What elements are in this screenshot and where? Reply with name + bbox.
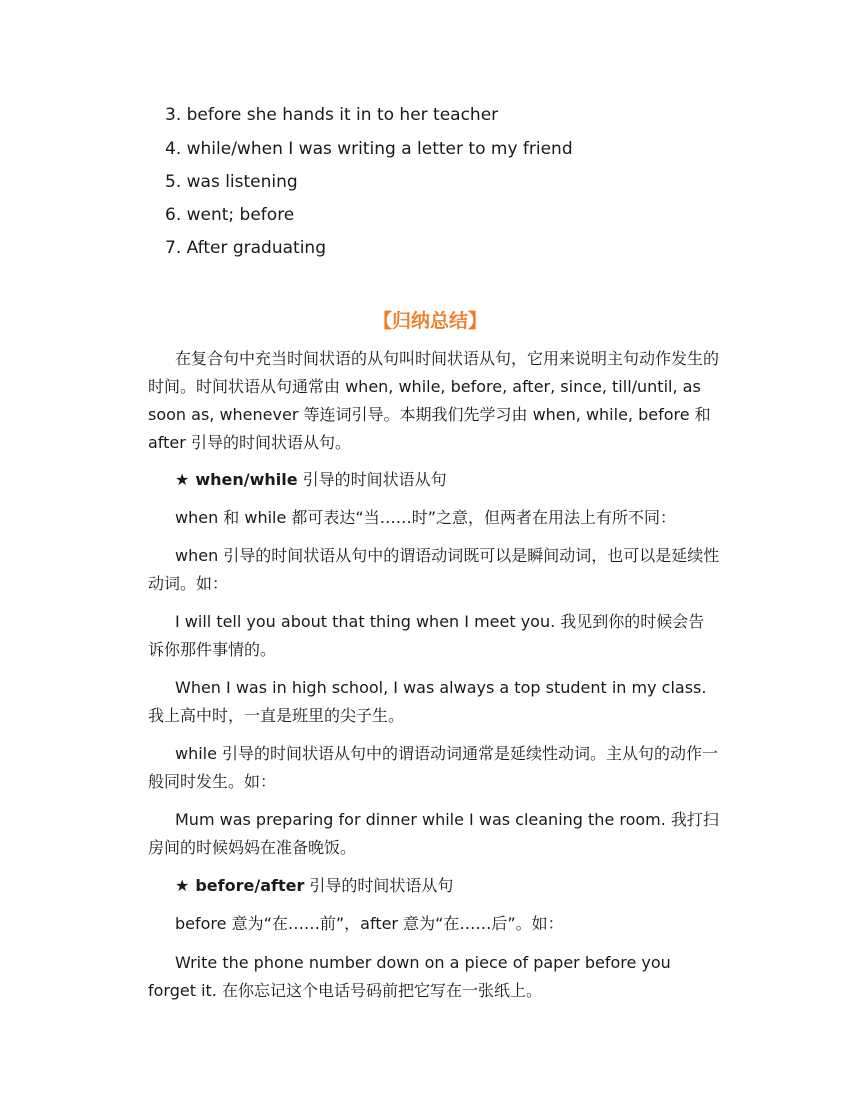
- example-paragraph: Write the phone number down on a piece of paper before you forget it. 在你忘记这个电话号码前把它写在一张纸上。: [148, 953, 671, 1000]
- section-keyword: when/while: [195, 470, 298, 489]
- section-keyword: before/after: [195, 876, 305, 895]
- example-paragraph: When I was in high school, I was always a top student in my class. 我上高中时，一直是班里的尖子生。: [148, 678, 707, 725]
- paragraph: before 意为“在……前”，after 意为“在……后”。如：: [175, 914, 564, 933]
- paragraph: when 和 while 都可表达“当……时”之意，但两者在用法上有所不同：: [175, 508, 677, 527]
- answer-item: 4. while/when I was writing a letter to my friend: [165, 139, 573, 159]
- answer-item: 6. went; before: [165, 205, 295, 225]
- example-paragraph: Mum was preparing for dinner while I was cleaning the room. 我打扫房间的时候妈妈在准备晚饭。: [148, 810, 719, 857]
- section-title-text: 引导的时间状语从句: [297, 470, 447, 489]
- paragraph: when 引导的时间状语从句中的谓语动词既可以是瞬间动词，也可以是延续性动词。如：: [148, 546, 720, 593]
- summary-heading: 【归纳总结】: [372, 310, 487, 332]
- paragraph: while 引导的时间状语从句中的谓语动词通常是延续性动词。主从句的动作一般同时发生。如：: [148, 744, 719, 791]
- intro-paragraph: 在复合句中充当时间状语的从句叫时间状语从句，它用来说明主句动作发生的时间。时间状语从句通常由 when, while, before, after, since, till/until, as soon as, whenever 等连词引导。本期我们先学习由 when, while, before 和 after 引导的时间状语从句。: [148, 349, 720, 452]
- section-heading-when-while: [175, 467, 447, 493]
- section-heading-before-after: [175, 873, 453, 899]
- answer-item: 5. was listening: [165, 172, 298, 192]
- section-title-text: 引导的时间状语从句: [304, 876, 454, 895]
- answer-item: 3. before she hands it in to her teacher: [165, 105, 499, 125]
- example-paragraph: I will tell you about that thing when I meet you. 我见到你的时候会告诉你那件事情的。: [148, 612, 705, 659]
- star-icon: ★: [175, 470, 190, 489]
- answer-item: 7. After graduating: [165, 238, 326, 258]
- star-icon: ★: [175, 876, 190, 895]
